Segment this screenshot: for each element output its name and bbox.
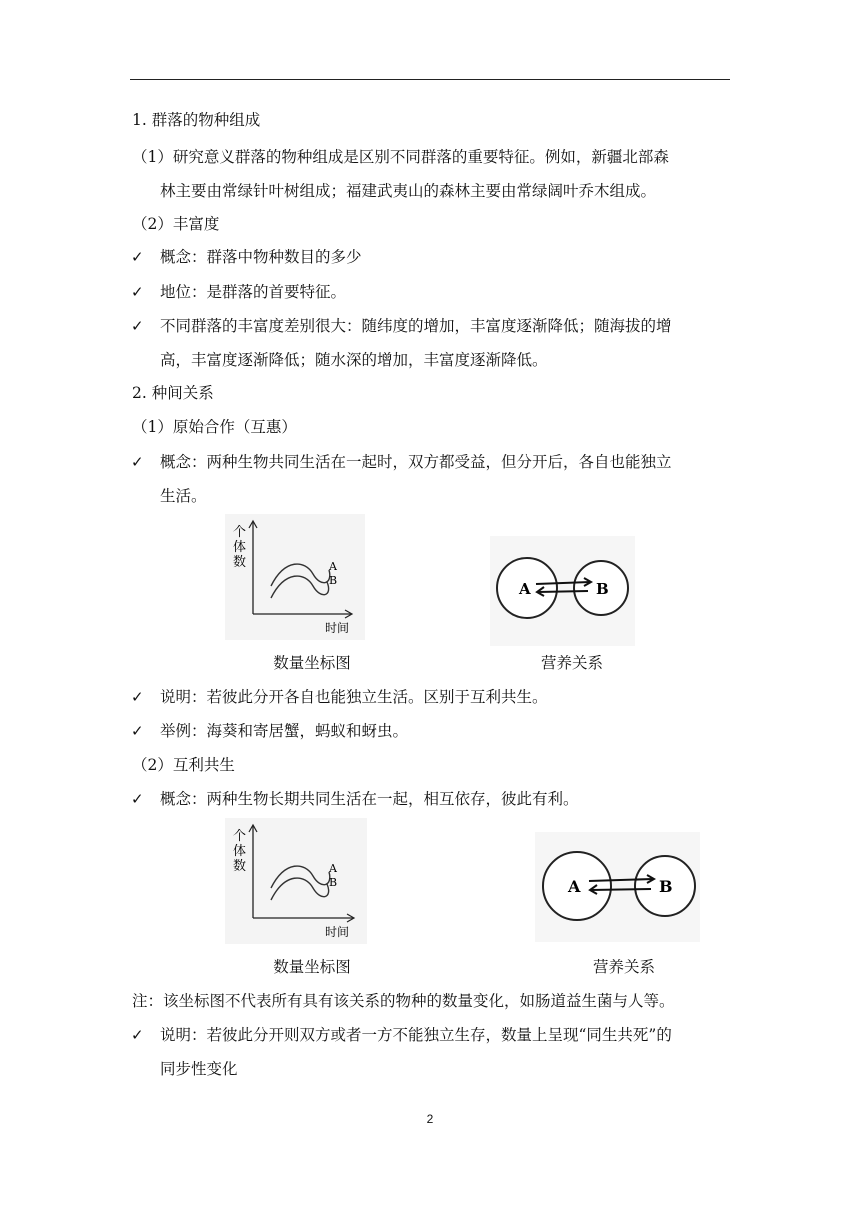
population-graph-protocooperation (225, 514, 365, 640)
population-graph-mutualism (225, 818, 367, 944)
subheading-richness: （2）丰富度 (132, 215, 220, 233)
bullet-protocoop-explanation: 说明：若彼此分开各自也能独立生活。区别于互利共生。 (160, 688, 548, 706)
bullet-mutualism-explanation-line-1: 说明：若彼此分开则双方或者一方不能独立生存，数量上呈现“同生共死”的 (160, 1026, 672, 1044)
check-icon: ✓ (131, 317, 144, 335)
caption-trophic-relation: 营养关系 (592, 958, 655, 976)
bullet-protocoop-concept-line-2: 生活。 (160, 487, 207, 505)
check-icon: ✓ (131, 722, 144, 740)
bullet-protocoop-example: 举例：海葵和寄居蟹，蚂蚁和蚜虫。 (160, 722, 409, 740)
bullet-richness-concept: 概念：群落中物种数目的多少 (160, 248, 362, 266)
y-axis-label-1: 个 (233, 525, 247, 540)
bullet-mutualism-explanation-line-2: 同步性变化 (160, 1060, 238, 1078)
check-icon: ✓ (131, 248, 144, 266)
paragraph-1-line-1: （1）研究意义群落的物种组成是区别不同群落的重要特征。例如，新疆北部森 (132, 148, 669, 166)
note-line: 注：该坐标图不代表所有具有该关系的物种的数量变化，如肠道益生菌与人等。 (132, 992, 675, 1010)
page-number: 2 (426, 1112, 434, 1126)
trophic-diagram-mutualism (535, 832, 700, 942)
bullet-richness-diff-line-2: 高，丰富度逐渐降低；随水深的增加，丰富度逐渐降低。 (160, 351, 548, 369)
bullet-richness-diff-line-1: 不同群落的丰富度差别很大：随纬度的增加，丰富度逐渐降低；随海拔的增 (160, 317, 672, 335)
bullet-richness-status: 地位：是群落的首要特征。 (160, 283, 347, 301)
x-axis-label: 时间 (325, 621, 350, 635)
y-axis-label-1: 个 (233, 829, 247, 844)
curve-b-label: B (329, 876, 338, 889)
caption-population-graph: 数量坐标图 (273, 958, 351, 976)
curve-a-label: A (329, 560, 337, 573)
paragraph-1-line-2: 林主要由常绿针叶树组成；福建武夷山的森林主要由常绿阔叶乔木组成。 (160, 182, 657, 200)
header-rule (130, 79, 730, 80)
caption-population-graph: 数量坐标图 (273, 654, 351, 672)
check-icon: ✓ (131, 688, 144, 706)
x-axis-label: 时间 (325, 925, 350, 939)
node-a-label: A (519, 580, 531, 598)
node-b-label: B (659, 877, 673, 896)
section-1-heading: 1. 群落的物种组成 (132, 111, 261, 129)
node-b-label: B (596, 580, 609, 598)
check-icon: ✓ (131, 283, 144, 301)
check-icon: ✓ (131, 453, 144, 471)
subheading-protocooperation: （1）原始合作（互惠） (132, 418, 297, 436)
caption-trophic-relation: 营养关系 (540, 654, 603, 672)
curve-b-label: B (329, 574, 338, 587)
check-icon: ✓ (131, 1026, 144, 1044)
y-axis-label-2: 体 (233, 540, 247, 555)
bullet-mutualism-concept: 概念：两种生物长期共同生活在一起，相互依存，彼此有利。 (160, 790, 579, 808)
check-icon: ✓ (131, 790, 144, 808)
section-2-heading: 2. 种间关系 (132, 384, 214, 402)
y-axis-label-3: 数 (233, 555, 247, 570)
arrow-b-to-a (538, 591, 588, 592)
arrow-b-to-a (591, 889, 651, 890)
y-axis-label-2: 体 (233, 844, 247, 859)
y-axis-label-3: 数 (233, 859, 247, 874)
curve-a-label: A (329, 862, 337, 875)
bullet-protocoop-concept-line-1: 概念：两种生物共同生活在一起时，双方都受益，但分开后，各自也能独立 (160, 453, 672, 471)
node-a-label: A (568, 877, 581, 896)
trophic-diagram-protocooperation (490, 536, 635, 646)
subheading-mutualism: （2）互利共生 (132, 756, 235, 774)
